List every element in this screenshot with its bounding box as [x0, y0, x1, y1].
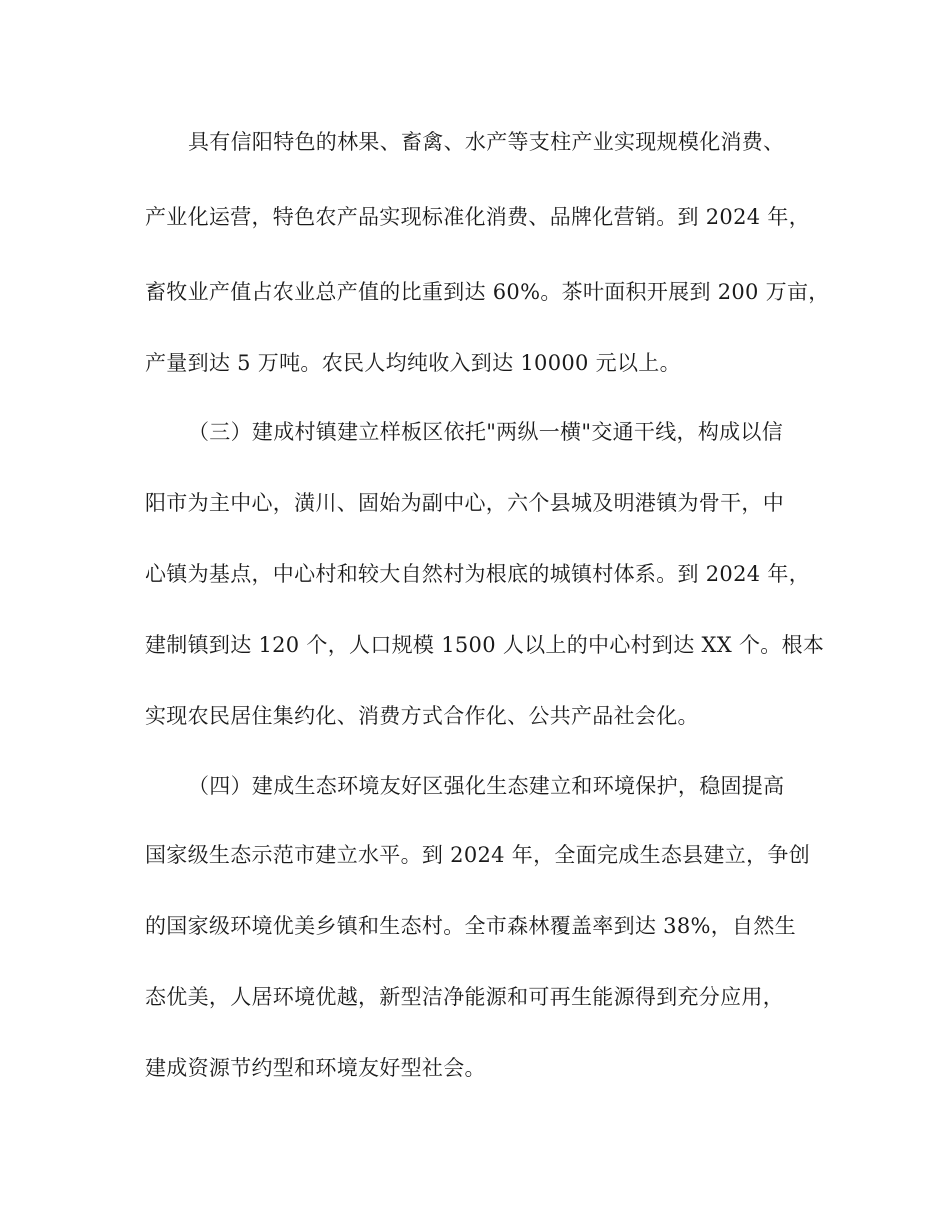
- text-line: 的国家级环境优美乡镇和生态村。全市森林覆盖率到达 38%，自然生: [145, 914, 796, 938]
- text-line: 畜牧业产值占农业总产值的比重到达 60%。茶叶面积开展到 200 万亩，: [145, 280, 830, 304]
- text-line: 实现农民居住集约化、消费方式合作化、公共产品社会化。: [145, 704, 699, 728]
- text-line: 产量到达 5 万吨。农民人均纯收入到达 10000 元以上。: [145, 351, 681, 375]
- text-line: 态优美，人居环境优越，新型洁净能源和可再生能源得到充分应用，: [145, 985, 784, 1009]
- section-heading-line: （四）建成生态环境友好区强化生态建立和环境保护，稳固提高: [188, 774, 785, 798]
- text-line: 具有信阳特色的林果、畜禽、水产等支柱产业实现规模化消费、: [188, 130, 785, 154]
- text-line: 建成资源节约型和环境友好型社会。: [145, 1056, 486, 1080]
- text-line: 产业化运营，特色农产品实现标准化消费、品牌化营销。到 2024 年，: [145, 205, 810, 229]
- text-line: 阳市为主中心，潢川、固始为副中心，六个县城及明港镇为骨干，中: [145, 491, 784, 515]
- text-line: 建制镇到达 120 个，人口规模 1500 人以上的中心村到达 XX 个。根本: [145, 633, 825, 657]
- text-line: 心镇为基点，中心村和较大自然村为根底的城镇村体系。到 2024 年，: [145, 562, 810, 586]
- section-heading-line: （三）建成村镇建立样板区依托"两纵一横"交通干线，构成以信: [188, 420, 784, 444]
- text-line: 国家级生态示范市建立水平。到 2024 年，全面完成生态县建立，争创: [145, 843, 810, 867]
